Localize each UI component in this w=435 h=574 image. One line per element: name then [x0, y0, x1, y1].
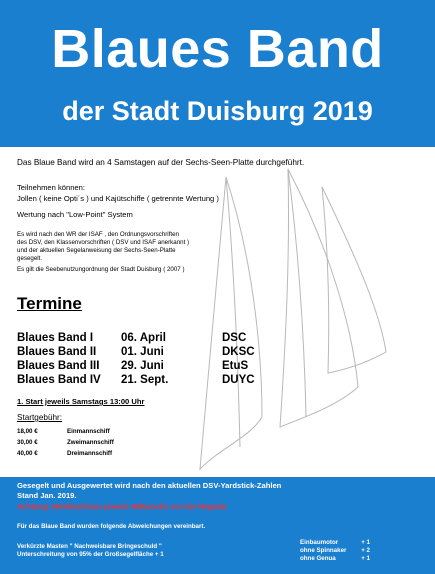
rules-line-1: Es wird nach den WR der ISAF , den Ordnungsvorschriften: [17, 231, 179, 238]
rules-line-4: gesegelt.: [17, 255, 43, 262]
fee-label: Zweimannschiff: [67, 439, 114, 446]
sail-middle: [280, 169, 358, 427]
penalty-key: ohne Genua: [300, 555, 336, 562]
event-date: 29. Juni: [121, 360, 164, 372]
event-club: DKSC: [222, 346, 255, 358]
event-row: [17, 374, 317, 388]
penalty-key: Einbaumotor: [300, 539, 339, 546]
fee-label: Dreimannschiff: [67, 450, 113, 457]
penalty-value: + 1: [361, 539, 370, 546]
footer-left-line-1: Verkürzte Masten " Nachweisbare Bringeschuld ": [17, 543, 162, 550]
event-name: Blaues Band IV: [17, 374, 101, 386]
fee-price: 18,00 €: [17, 428, 38, 435]
header-banner: [0, 0, 435, 147]
penalty-key: ohne Spinnaker: [300, 547, 347, 554]
rules-line-3: und der aktuellen Segelanweisung der Sechs-Seen-Platte: [17, 247, 176, 254]
deadline-warning: Achtung: Meldeschluss jeweils Mittwochs vor der Regatta: [17, 502, 227, 511]
sail-left: [200, 177, 262, 469]
fees-heading: Startgebühr:: [17, 413, 63, 422]
rules-line-2: des DSV, den Klassenvorschriften ( DSV und ISAF anerkannt ): [17, 239, 190, 246]
event-row: [17, 360, 317, 374]
fee-price: 30,00 €: [17, 439, 38, 446]
start-time: 1. Start jeweils Samstags 13:00 Uhr: [17, 397, 145, 406]
page-title: Blaues Band: [51, 19, 384, 79]
penalty-value: + 2: [361, 547, 370, 554]
penalty-value: + 1: [361, 555, 370, 562]
page-subtitle: der Stadt Duisburg 2019: [62, 96, 373, 126]
event-date: 21. Sept.: [121, 374, 169, 386]
event-club: DSC: [222, 332, 247, 344]
event-name: Blaues Band III: [17, 360, 100, 372]
event-club: EtuS: [222, 360, 249, 372]
fee-price: 40,00 €: [17, 450, 38, 457]
sail-right: [322, 187, 386, 373]
event-name: Blaues Band I: [17, 332, 94, 344]
event-club: DUYC: [222, 374, 255, 386]
scoring-text: Wertung nach "Low-Point" System: [17, 210, 133, 219]
footer-line-1: Gesegelt und Ausgewertet wird nach den aktuellen DSV-Yardstick-Zahlen: [17, 481, 282, 490]
participants-label: Teilnehmen können:: [17, 183, 85, 192]
footer-line-2: Stand Jan. 2019.: [17, 491, 77, 500]
event-row: [17, 332, 317, 346]
event-name: Blaues Band II: [17, 346, 97, 358]
event-date: 01. Juni: [121, 346, 164, 358]
participants-text: Jollen ( keine Opti´s ) und Kajütschiffe ( getrennte Wertung ): [17, 194, 219, 203]
event-row: [17, 346, 317, 360]
termine-heading: Termine: [17, 294, 82, 313]
deviations-note: Für das Blaue Band wurden folgende Abweichungen vereinbart.: [17, 523, 206, 530]
event-date: 06. April: [121, 332, 166, 344]
footer-left-line-2: Unterschreitung von 95% der Großsegelfläche + 1: [17, 551, 164, 558]
fee-label: Einmannschiff: [67, 428, 110, 435]
footer-banner: [0, 477, 435, 574]
intro-text: Das Blaue Band wird an 4 Samstagen auf der Sechs-Seen-Platte durchgeführt.: [17, 158, 305, 167]
regulation-text: Es gilt die Seebenutzungordnung der Stadt Duisburg ( 2007 ): [17, 266, 185, 273]
